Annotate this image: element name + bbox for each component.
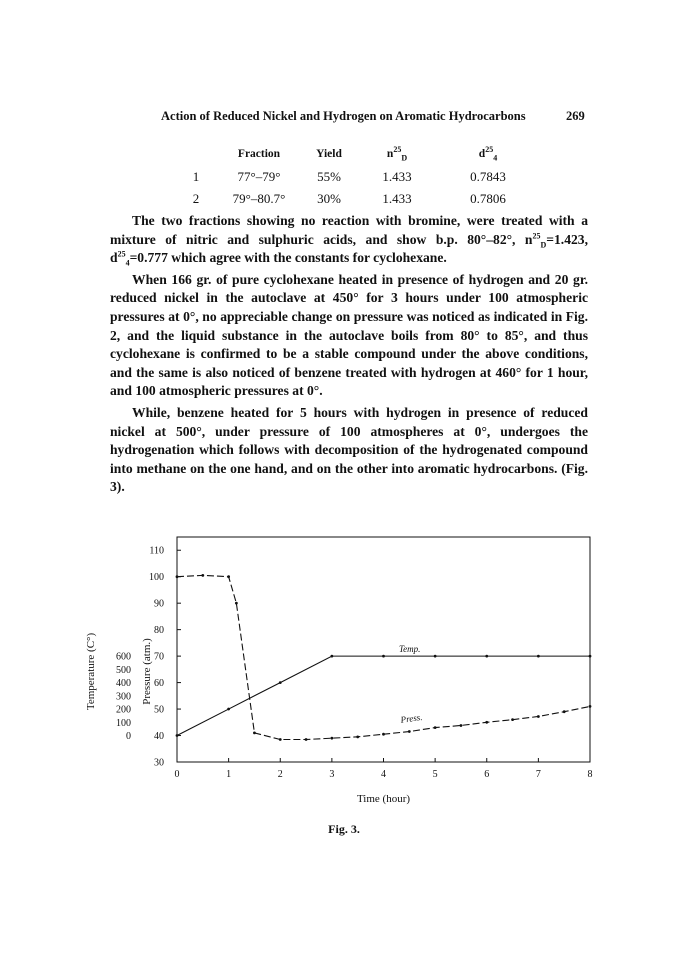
pressure-tick-label: 80 [154,625,164,637]
temperature-tick-label: 400 [116,678,131,690]
pressure-point [563,710,566,713]
temperature-tick-label: 500 [116,664,131,676]
temperature-point [485,655,488,658]
pressure-point [330,737,333,740]
pressure-point [279,738,282,741]
col-density: $d^{25}_4$ [478,145,498,163]
temperature-point [227,708,230,711]
pressure-tick-label: 110 [149,545,164,557]
pressure-tick-label: 70 [154,651,164,663]
pressure-point [253,731,256,734]
temperature-series-label: Temp. [398,644,421,655]
x-tick-label: 3 [329,769,335,780]
temperature-point [279,681,282,684]
pressure-tick-label: 60 [154,678,164,690]
paragraph: When 166 gr. of pure cyclohexane heated in presence of hydrogen and 20 gr. reduced nickel in the autoclave at 450° for 3 hours under 100 atmospheric pressures at 0°, no appreciable change on pressure was noticed as indicated in Fig. 2, and the liquid substance in the autoclave boils from 80° to 85°, and thus cyclohexane is confirmed to be a stable compound under the above conditions, and the same is also noticed of benzene treated with hydrogen at 460° for 1 hour, and 100 atmospheric pressures at 0°. [110,271,588,399]
pressure-point [227,575,230,578]
temperature-point [382,655,385,658]
table-cell: 77°–79° [237,169,281,184]
pressure-series-label: Press. [399,711,424,725]
running-title: Action of Reduced Nickel and Hydrogen on Aromatic Hydrocarbons [161,109,526,123]
temperature-point [434,655,437,658]
pressure-tick-label: 90 [154,598,164,610]
temperature-point [330,655,333,658]
pressure-axis-title: Pressure (atm.) [141,638,153,705]
pressure-tick-label: 50 [154,704,164,716]
pressure-point [589,705,592,708]
temperature-point [176,734,179,737]
pressure-point [537,715,540,718]
temperature-point [589,655,592,658]
paragraph: The two fractions showing no reaction with bromine, were treated with a mixture of nitric and sulphuric acids, and show b.p. 80°–82°, $n^{25}_D=1.423$, $d^{25}_4=0.777$ which agree with the constants for cyclohexane. [110,213,588,268]
temperature-point [537,655,540,658]
x-axis-title: Time (hour) [356,793,411,805]
figure-caption: Fig. 3. [328,822,360,836]
temperature-tick-label: 300 [116,691,131,703]
table-cell: 1.433 [382,191,412,206]
paragraph: While, benzene heated for 5 hours with hydrogen in presence of reduced nickel at 500°, under pressure of 100 atmospheres at 0°, undergoes the hydrogenation which follows with decomposition of the hydrogenated compound into methane on the one hand, and on the other into aromatic hydrocarbons. (Fig. 3). [110,404,588,495]
x-tick-label: 4 [381,769,386,780]
col-refractive-index: $n^{25}_D$ [386,145,408,163]
pressure-point [305,738,308,741]
pressure-point [434,726,437,729]
pressure-point [511,718,514,721]
x-tick-label: 2 [277,769,283,780]
pressure-tick-label: 100 [149,572,164,584]
table-cell: 0.7806 [470,191,506,206]
x-tick-label: 5 [432,769,438,780]
pressure-point [485,721,488,724]
table-cell: 55% [317,169,341,184]
pressure-tick-label: 40 [154,731,164,743]
x-tick-label: 0 [174,769,180,780]
table-cell: 2 [192,191,200,206]
col-fraction: Fraction [237,148,281,160]
x-tick-label: 7 [535,769,541,780]
temperature-line [177,656,590,735]
x-tick-label: 1 [226,769,232,780]
temperature-tick-label: 100 [116,717,131,729]
temperature-tick-label: 200 [116,704,131,716]
table-cell: 1.433 [382,169,412,184]
temperature-tick-label: 0 [126,731,131,743]
col-yield: Yield [316,148,342,160]
page-number: 269 [566,109,585,123]
pressure-point [382,733,385,736]
x-tick-label: 6 [484,769,490,780]
pressure-point [356,735,359,738]
temperature-axis-title: Temperature (C°) [85,632,97,711]
pressure-tick-label: 30 [154,757,164,769]
pressure-point [176,575,179,578]
temperature-tick-label: 600 [116,651,131,663]
plot-frame [177,537,590,762]
table-cell: 30% [317,191,341,206]
table-cell: 79°–80.7° [232,191,286,206]
pressure-point [235,602,238,605]
table-cell: 0.7843 [470,169,506,184]
table-cell: 1 [192,169,200,184]
pressure-point [408,730,411,733]
x-tick-label: 8 [587,769,593,780]
pressure-point [201,574,204,577]
pressure-point [460,724,463,727]
